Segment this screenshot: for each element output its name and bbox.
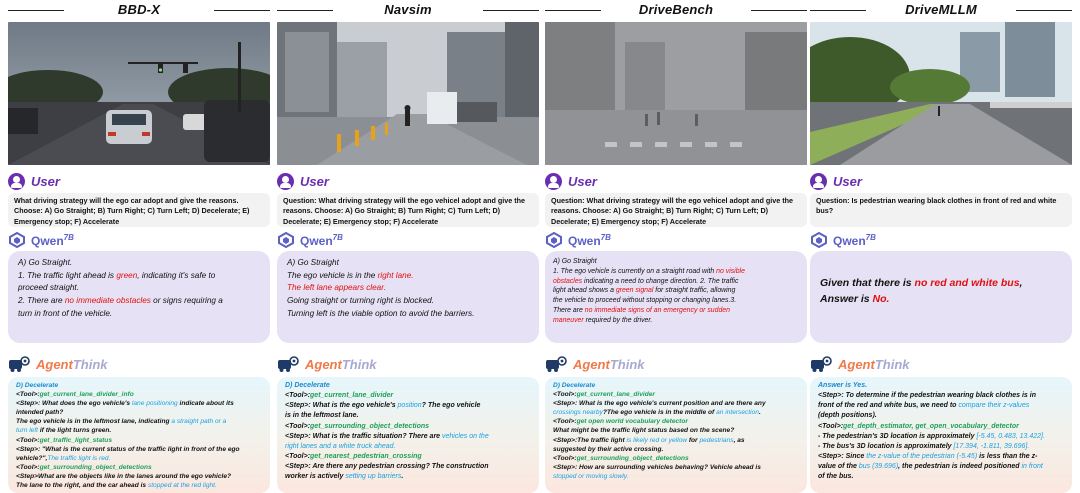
text-segment: <Tool>: xyxy=(16,391,40,399)
user-question: Question: What driving strategy will the ego vehicel adopt and give the reasons. Choose: A) Go Straight; B) Turn Right; C) Turn Left; D) Decelerate; E) Emergency stop; F) Accelerate xyxy=(545,193,807,227)
text-segment: D) Decelerate xyxy=(16,382,59,389)
text-line xyxy=(285,401,531,411)
agentthink-logo-icon xyxy=(8,355,30,373)
agentthink-label xyxy=(573,357,645,372)
text-segment: required by the driver. xyxy=(583,316,653,324)
scene-photo-drivebench xyxy=(545,22,807,165)
text-line xyxy=(285,381,531,391)
text-segment: - The pedestrian's 3D location is approximately xyxy=(818,432,977,440)
text-segment: get_nearest_pedestrian_crossing xyxy=(310,452,422,460)
text-line xyxy=(818,462,1064,472)
agentthink-answer xyxy=(545,377,807,493)
agentthink-logo-icon xyxy=(810,355,832,373)
text-segment: suggested by their active crossing. xyxy=(553,445,664,453)
agentthink-header xyxy=(545,353,807,375)
text-segment: <Step>: Since xyxy=(818,452,867,460)
agentthink-header xyxy=(8,353,270,375)
text-segment: the vehicle to proceed without stopping or changing lanes.3. xyxy=(553,297,737,305)
text-segment: <Step>: To determine if the pedestrian wearing black clothes is in xyxy=(818,392,1036,400)
text-segment: light ahead shows a xyxy=(553,287,616,295)
text-segment: Answer is xyxy=(820,293,873,306)
text-line xyxy=(16,399,262,408)
text-line xyxy=(287,295,529,308)
text-line xyxy=(553,257,799,267)
text-segment: There are xyxy=(553,306,585,314)
text-segment: The ego vehicle is in the leftmost lane, indicating xyxy=(16,418,172,426)
text-segment: <Step>What are the objects like in the lanes around the ego vehicle? xyxy=(16,472,232,480)
text-line xyxy=(18,295,260,308)
text-segment: <Tool>: xyxy=(16,436,40,444)
text-line xyxy=(553,316,799,326)
text-segment: right lanes and a white truck ahead. xyxy=(285,442,396,450)
text-line xyxy=(818,401,1064,411)
agentthink-header xyxy=(810,353,1072,375)
text-line xyxy=(16,481,262,490)
text-segment: maneuver xyxy=(553,316,584,324)
qwen-header xyxy=(8,231,270,249)
text-line xyxy=(553,445,799,454)
text-segment: Turning left is the viable option to avoid the barriers. xyxy=(287,308,475,318)
text-line xyxy=(818,452,1064,462)
scene-photo-bbdx xyxy=(8,22,270,165)
qwen-answer xyxy=(545,251,807,343)
user-question: Question: Is pedestrian wearing black clothes in front of red and white bus? xyxy=(810,193,1072,227)
text-segment: D) Decelerate xyxy=(285,382,330,389)
qwen-logo-icon xyxy=(277,232,295,248)
text-segment: pedestrians xyxy=(699,436,734,444)
text-segment: bus (39.696) xyxy=(858,463,899,471)
text-line xyxy=(553,417,799,426)
qwen-logo-icon xyxy=(8,232,26,248)
agentthink-logo-icon xyxy=(277,355,299,373)
agent-name-b: Think xyxy=(341,356,377,372)
user-avatar-icon xyxy=(277,173,294,190)
text-line xyxy=(285,442,531,452)
panel-header xyxy=(8,0,270,22)
text-line xyxy=(553,426,799,435)
text-segment: <Tool>: xyxy=(553,418,577,426)
qwen-label xyxy=(568,233,611,248)
text-line xyxy=(553,463,799,472)
text-segment: worker is actively xyxy=(285,473,346,481)
text-line xyxy=(18,308,260,321)
text-line xyxy=(18,282,260,295)
text-segment: indicating a need to change direction. 2. The traffic xyxy=(582,277,739,285)
text-segment: A) Go Straight xyxy=(287,258,339,267)
qwen-name: Qwen xyxy=(568,233,601,248)
text-segment: D) Decelerate xyxy=(553,382,596,389)
text-segment: <Tool>: xyxy=(285,392,311,400)
text-segment: of the bus. xyxy=(818,473,854,481)
text-segment: No. xyxy=(872,293,890,306)
text-segment: <Tool>: xyxy=(553,391,577,399)
text-line xyxy=(553,277,799,287)
text-line xyxy=(18,257,260,270)
text-line xyxy=(553,267,799,277)
text-line xyxy=(818,442,1064,452)
text-segment: get_surrounding_object_detections xyxy=(39,463,152,471)
text-segment: get open world vocabulary detector xyxy=(576,418,688,426)
text-segment: , indicating it's safe to xyxy=(137,270,216,280)
text-segment: What might be the traffic light status based on the scene? xyxy=(553,427,735,435)
agentthink-answer xyxy=(277,377,539,493)
text-line xyxy=(16,426,262,435)
text-line xyxy=(285,472,531,482)
agentthink-label xyxy=(838,357,910,372)
text-line xyxy=(553,390,799,399)
text-line xyxy=(553,454,799,463)
text-line xyxy=(16,463,262,472)
text-segment: is less than the z- xyxy=(977,452,1038,460)
user-question: Question: What driving strategy will the ego vehicel adopt and give the reasons. Choose: A) Go Straight; B) Turn Right; C) Turn Left; D) Decelerate; E) Emergency stop; F) Accelerate xyxy=(277,193,539,227)
user-avatar-icon xyxy=(545,173,562,190)
qwen-logo-icon xyxy=(810,232,828,248)
text-segment: <Tool>: xyxy=(818,422,844,430)
agent-name-b: Think xyxy=(609,356,645,372)
text-segment: position xyxy=(397,402,422,410)
text-segment: green xyxy=(116,270,138,280)
text-line xyxy=(818,411,1064,421)
user-avatar-icon xyxy=(810,173,827,190)
text-segment: get_surrounding_object_detections xyxy=(576,454,689,462)
text-segment: no immediate signs of an emergency or sudden xyxy=(584,306,730,314)
text-segment: indicate about its xyxy=(177,400,234,408)
text-line xyxy=(285,462,531,472)
text-segment: [-5.45, 0.483, 13.422]. xyxy=(976,432,1045,440)
text-line xyxy=(16,417,262,426)
text-segment: - The bus's 3D location is approximately xyxy=(818,442,954,450)
text-segment: intended path? xyxy=(16,409,64,417)
qwen-label xyxy=(833,233,876,248)
text-segment: The ego vehicle is in the xyxy=(287,270,378,280)
qwen-header xyxy=(277,231,539,249)
panel-title: DriveBench xyxy=(638,2,714,17)
panel-header xyxy=(277,0,539,22)
text-segment: <Step>: What is the ego vehicle's current position and are there any xyxy=(553,400,766,408)
text-segment: <Step>: Are there any pedestrian crossing? The construction xyxy=(285,463,489,471)
panel-drivemllm xyxy=(810,0,1072,480)
header-rule-right xyxy=(483,10,539,11)
text-line xyxy=(553,286,799,296)
text-segment: get_current_lane_divider_info xyxy=(39,391,134,399)
agent-name-a: Agent xyxy=(36,356,73,372)
text-line xyxy=(820,291,1062,307)
header-rule-right xyxy=(214,10,270,11)
user-label: User xyxy=(568,173,597,189)
text-segment: ?The ego vehicle is in the middle of xyxy=(602,409,717,417)
text-line xyxy=(285,391,531,401)
text-line xyxy=(553,296,799,306)
text-segment: Answer is Yes. xyxy=(818,382,868,389)
text-segment: A) Go Straight. xyxy=(18,258,73,267)
text-line xyxy=(285,432,531,442)
text-segment: if the light turns green. xyxy=(38,427,112,435)
qwen-answer xyxy=(277,251,539,343)
text-segment: no immediate obstacles xyxy=(64,296,151,306)
text-segment: get_surrounding_object_detections xyxy=(310,422,430,430)
agentthink-label xyxy=(305,357,377,372)
text-line xyxy=(818,422,1064,432)
panel-bbdx xyxy=(8,0,270,490)
text-line xyxy=(16,454,262,463)
qwen-header xyxy=(810,231,1072,249)
text-segment: [17.394, -1.811, 39.696]. xyxy=(953,442,1030,450)
text-line xyxy=(285,422,531,432)
panel-header xyxy=(545,0,807,22)
qwen-answer xyxy=(8,251,270,343)
text-segment: no red and white bus xyxy=(914,277,1020,289)
text-segment: <Tool>: xyxy=(553,454,577,462)
text-segment: value of the xyxy=(818,463,859,471)
text-segment: , as xyxy=(733,436,745,444)
panel-title: Navsim xyxy=(384,2,432,17)
text-line xyxy=(287,270,529,283)
panel-navsim xyxy=(277,0,539,480)
user-header xyxy=(277,171,539,191)
text-line xyxy=(287,282,529,295)
text-segment: stopped or moving slowly. xyxy=(553,472,629,480)
text-segment: crossings nearby xyxy=(553,409,603,417)
text-segment: green signal xyxy=(615,287,654,295)
text-segment: <Step>: What does the ego vehicle's xyxy=(16,400,132,408)
text-segment: 2. There are xyxy=(18,296,65,306)
qwen-name: Qwen xyxy=(31,233,64,248)
text-segment: for straight traffic, allowing xyxy=(653,287,736,295)
text-segment: Given that there is xyxy=(820,277,915,289)
text-segment: vehicles on the xyxy=(442,432,489,440)
text-segment: <Tool>: xyxy=(285,452,311,460)
panel-title: BBD-X xyxy=(117,2,161,17)
agentthink-logo-icon xyxy=(545,355,567,373)
text-segment: , xyxy=(1019,277,1023,289)
text-segment: vehicle?", xyxy=(16,454,48,462)
agent-name-b: Think xyxy=(874,356,910,372)
qwen-size: 7B xyxy=(332,232,343,242)
agentthink-header xyxy=(277,353,539,375)
text-line xyxy=(18,270,260,283)
text-line xyxy=(818,391,1064,401)
text-segment: for xyxy=(687,436,700,444)
text-segment: Going straight or turning right is blocked. xyxy=(287,296,434,306)
header-rule-right xyxy=(1016,10,1072,11)
text-segment: The traffic light is red. xyxy=(47,454,111,462)
text-line xyxy=(553,381,799,390)
text-line xyxy=(287,308,529,321)
qwen-logo-icon xyxy=(545,232,563,248)
text-segment: the z-value of the pedestrian (-5.45) xyxy=(866,452,978,460)
qwen-label xyxy=(31,233,74,248)
text-line xyxy=(553,306,799,316)
agent-name-b: Think xyxy=(72,356,108,372)
qwen-label xyxy=(300,233,343,248)
text-segment: The left lane appears clear. xyxy=(287,283,386,293)
text-segment: get_current_lane_divider xyxy=(310,392,394,400)
agent-name-a: Agent xyxy=(305,356,342,372)
text-line xyxy=(818,432,1064,442)
panel-title: DriveMLLM xyxy=(905,2,977,17)
text-segment: <Tool>: xyxy=(16,463,40,471)
text-line xyxy=(16,390,262,399)
text-line xyxy=(818,381,1064,391)
text-line xyxy=(818,472,1064,482)
text-segment: The lane to the right, and the car ahead is xyxy=(16,482,148,490)
text-segment: (depth positions). xyxy=(818,412,877,420)
user-header xyxy=(545,171,807,191)
user-label: User xyxy=(31,173,60,189)
text-segment: right lane. xyxy=(377,270,414,280)
text-segment: in front xyxy=(1021,463,1043,471)
text-segment: 1. The traffic light ahead is xyxy=(18,270,117,280)
text-line xyxy=(16,436,262,445)
text-segment: compare their z-values xyxy=(958,402,1030,410)
text-segment: turn left xyxy=(16,427,38,435)
user-label: User xyxy=(833,173,862,189)
panel-header xyxy=(810,0,1072,22)
scene-photo-navsim xyxy=(277,22,539,165)
text-segment: an intersection xyxy=(716,409,759,417)
text-segment: turn in front of the vehicle. xyxy=(18,308,113,318)
text-segment: setting up barriers xyxy=(345,473,402,481)
user-header xyxy=(810,171,1072,191)
qwen-name: Qwen xyxy=(833,233,866,248)
text-segment: is in the leftmost lane. xyxy=(285,412,359,420)
qwen-size: 7B xyxy=(63,232,74,242)
text-segment: front of the red and white bus, we need to xyxy=(818,402,959,410)
user-question: What driving strategy will the ego car adopt and give the reasons. Choose: A) Go Straight; B) Turn Right; C) Turn Left; D) Decelerate; E) Emergency stop; F) Accelerate xyxy=(8,193,270,227)
agent-name-a: Agent xyxy=(838,356,875,372)
qwen-answer xyxy=(810,251,1072,343)
agentthink-answer xyxy=(810,377,1072,493)
text-segment: get_current_lane_divider xyxy=(576,391,656,399)
text-segment: no visible xyxy=(716,267,745,275)
text-line xyxy=(287,257,529,270)
text-segment: . xyxy=(401,473,404,481)
agentthink-label xyxy=(36,357,108,372)
text-segment: is likely red or yellow xyxy=(626,436,687,444)
text-segment: A) Go Straight xyxy=(553,258,597,265)
text-segment: , the pedestrian is indeed positioned xyxy=(898,463,1022,471)
agentthink-answer xyxy=(8,377,270,493)
text-segment: proceed straight. xyxy=(18,283,79,293)
text-line xyxy=(285,452,531,462)
text-segment: obstacles xyxy=(553,277,583,285)
panel-drivebench xyxy=(545,0,807,480)
text-segment: <Step>: What is the ego vehicle's xyxy=(285,402,398,410)
text-line xyxy=(16,408,262,417)
text-line xyxy=(16,381,262,390)
text-line xyxy=(553,436,799,445)
text-line xyxy=(553,408,799,417)
text-segment: get_traffic_light_status xyxy=(39,436,113,444)
text-segment: . xyxy=(758,409,761,417)
scene-photo-drivemllm xyxy=(810,22,1072,165)
user-label: User xyxy=(300,173,329,189)
text-segment: or signs requiring a xyxy=(150,296,223,306)
text-line xyxy=(820,275,1062,291)
text-segment: lane positioning xyxy=(131,400,178,408)
text-segment: ? The ego vehicle xyxy=(421,402,481,410)
qwen-size: 7B xyxy=(865,232,876,242)
header-rule-right xyxy=(751,10,807,11)
qwen-header xyxy=(545,231,807,249)
text-segment: <Step>: "What is the current status of the traffic light in front of the ego xyxy=(16,445,240,453)
agent-name-a: Agent xyxy=(573,356,610,372)
text-segment: stopped at the red light. xyxy=(147,482,217,490)
text-line xyxy=(285,411,531,421)
text-line xyxy=(553,399,799,408)
text-segment: get_depth_estimator, get_open_vocabulary_detector xyxy=(843,422,1019,430)
user-header xyxy=(8,171,270,191)
text-segment: <Tool>: xyxy=(285,422,311,430)
qwen-name: Qwen xyxy=(300,233,333,248)
text-segment: a straight path or a xyxy=(171,418,227,426)
text-segment: <Step>:The traffic light xyxy=(553,436,627,444)
text-segment: <Step>: How are surrounding vehicles behaving? Vehicle ahead is xyxy=(553,463,761,471)
qwen-size: 7B xyxy=(600,232,611,242)
user-avatar-icon xyxy=(8,173,25,190)
text-segment: 1. The ego vehicle is currently on a straight road with xyxy=(553,267,717,275)
text-segment: <Step>: What is the traffic situation? There are xyxy=(285,432,443,440)
text-line xyxy=(16,445,262,454)
